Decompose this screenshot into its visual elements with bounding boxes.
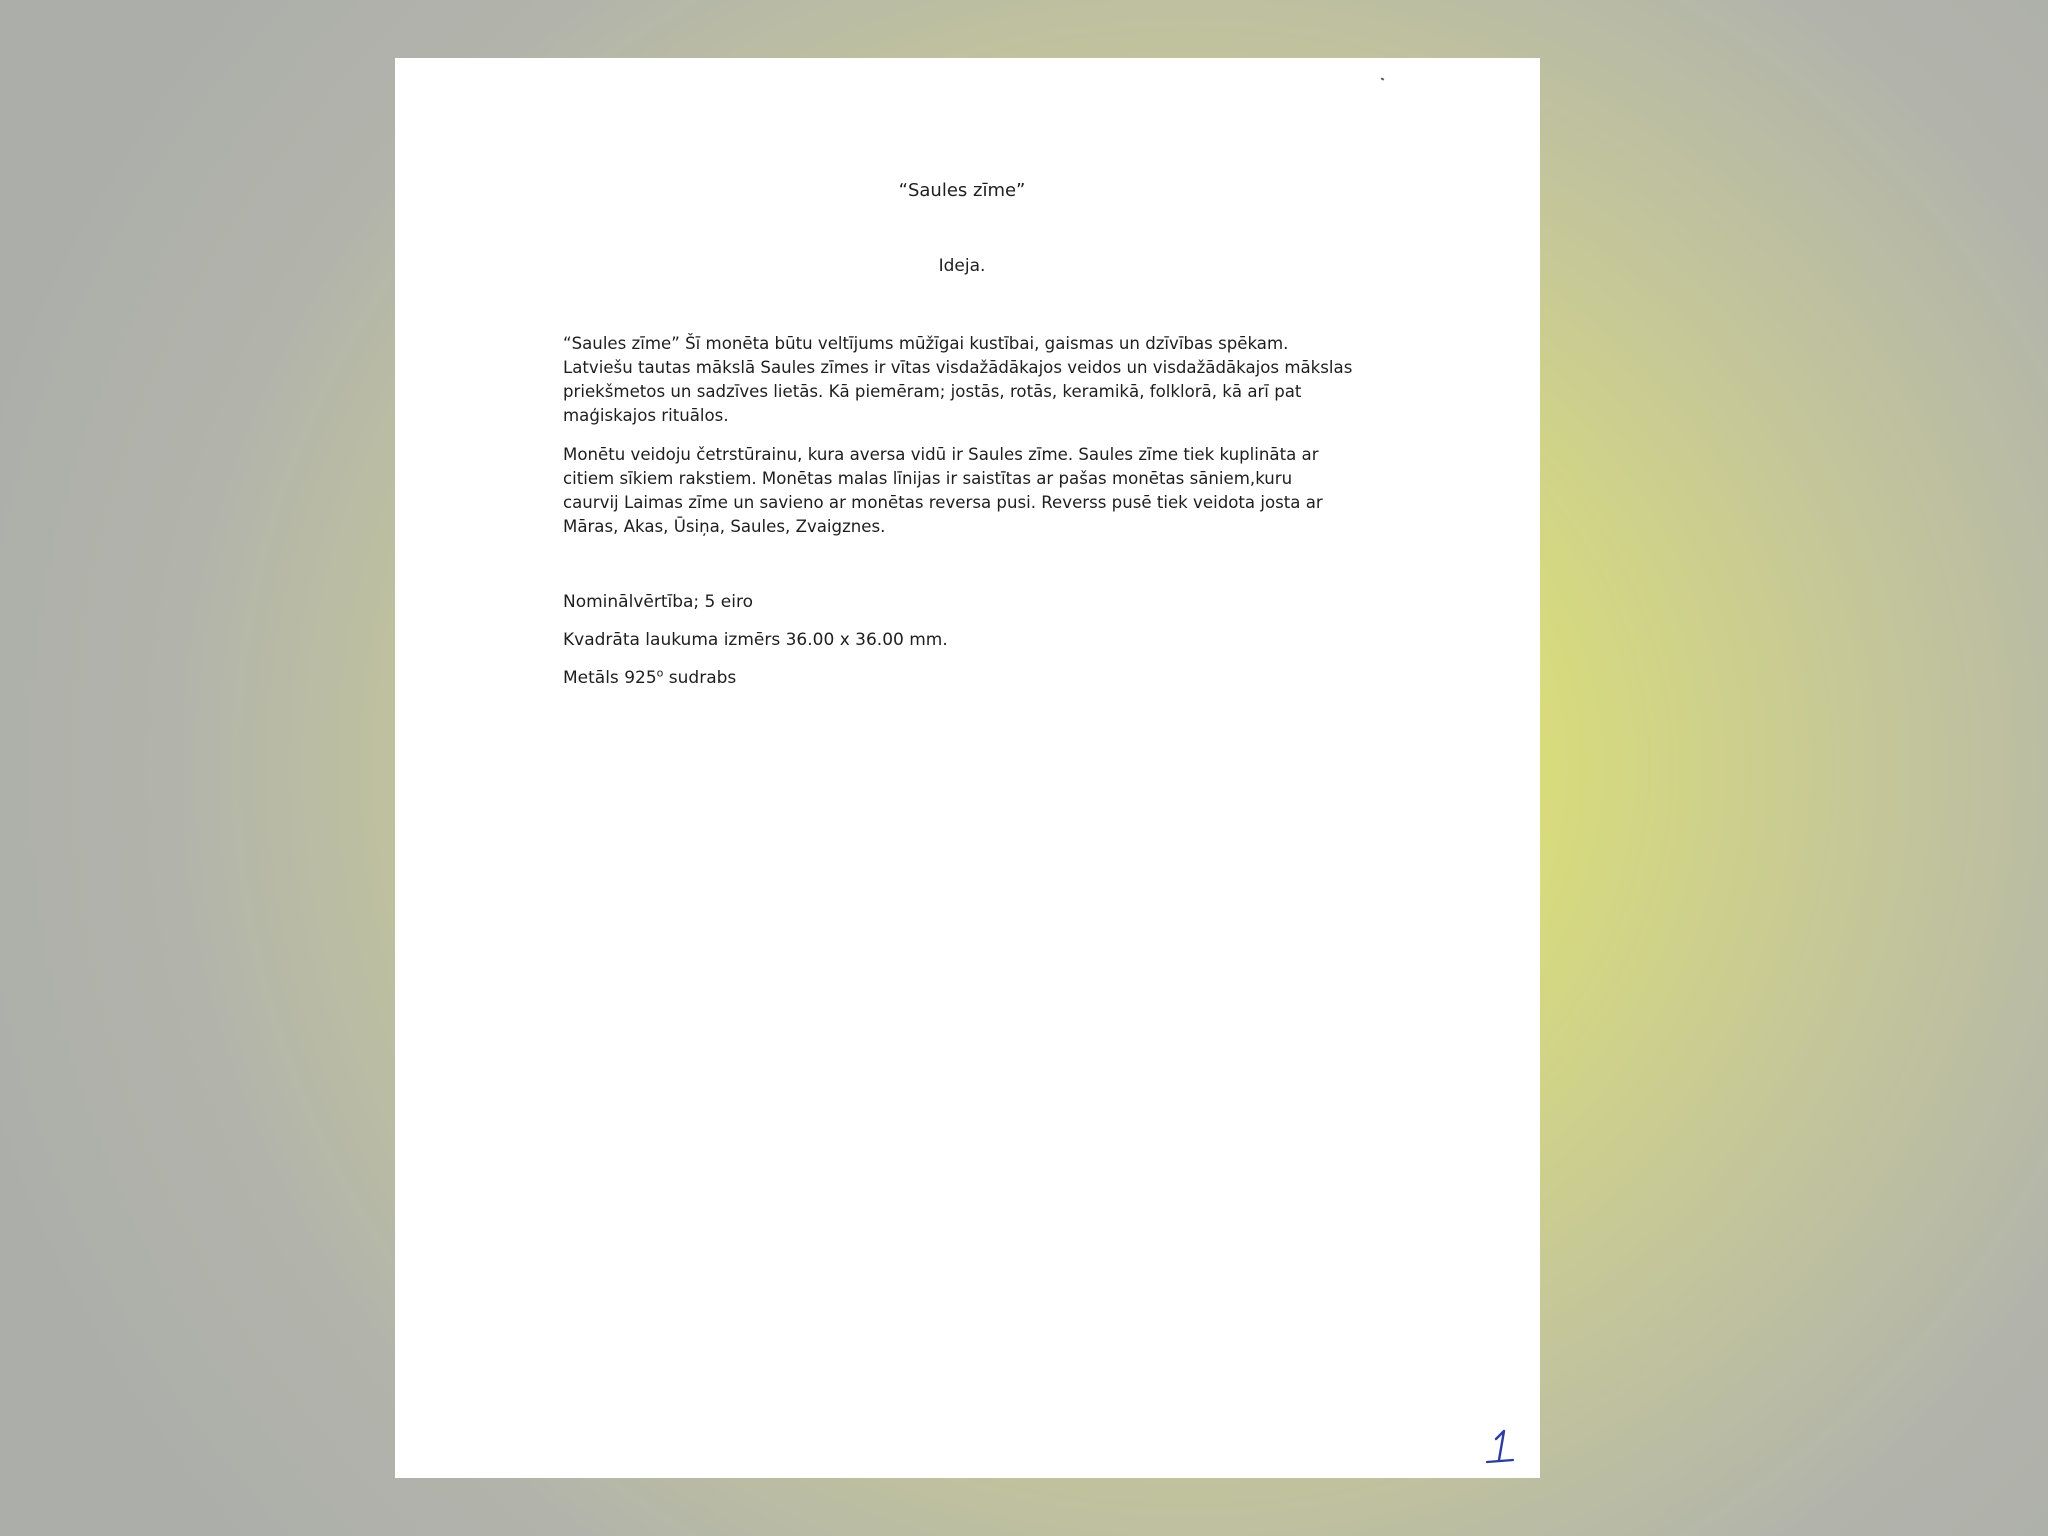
section-heading: Ideja.	[938, 256, 986, 276]
metal-prefix: Metāls 925	[563, 668, 657, 688]
document-page	[395, 58, 1540, 1478]
paragraph-1: “Saules zīme” Šī monēta būtu veltījums mūžīgai kustībai, gaismas un dzīvības spēkam. Latviešu tautas mākslā Saules zīmes ir vītas visdažādākajos veidos un visdažādākajos mākslas priekšmetos un sadzīves lietās. Kā piemēram; jostās, rotās, keramikā, folklorā, kā arī pat maģiskajos rituālos.	[563, 334, 1353, 425]
metal-suffix: sudrabs	[663, 668, 737, 688]
handwritten-page-number	[1480, 1426, 1522, 1466]
document-title: “Saules zīme”	[898, 180, 1026, 201]
metal-spec	[563, 668, 736, 688]
square-size: Kvadrāta laukuma izmērs 36.00 x 36.00 mm.	[563, 630, 948, 650]
paragraph-2: Monētu veidoju četrstūrainu, kura aversa vidū ir Saules zīme. Saules zīme tiek kuplināta ar citiem sīkiem rakstiem. Monētas malas līnijas ir saistītas ar pašas monētas sāniem,kuru caurvij Laimas zīme un savieno ar monētas reversa pusi. Reverss pusē tiek veidota josta ar Māras, Akas, Ūsiņa, Saules, Zvaigznes.	[563, 445, 1323, 536]
metal-superscript: o	[656, 666, 664, 680]
nominal-value: Nominālvērtība; 5 eiro	[563, 592, 753, 612]
scan-speck	[1381, 77, 1385, 80]
